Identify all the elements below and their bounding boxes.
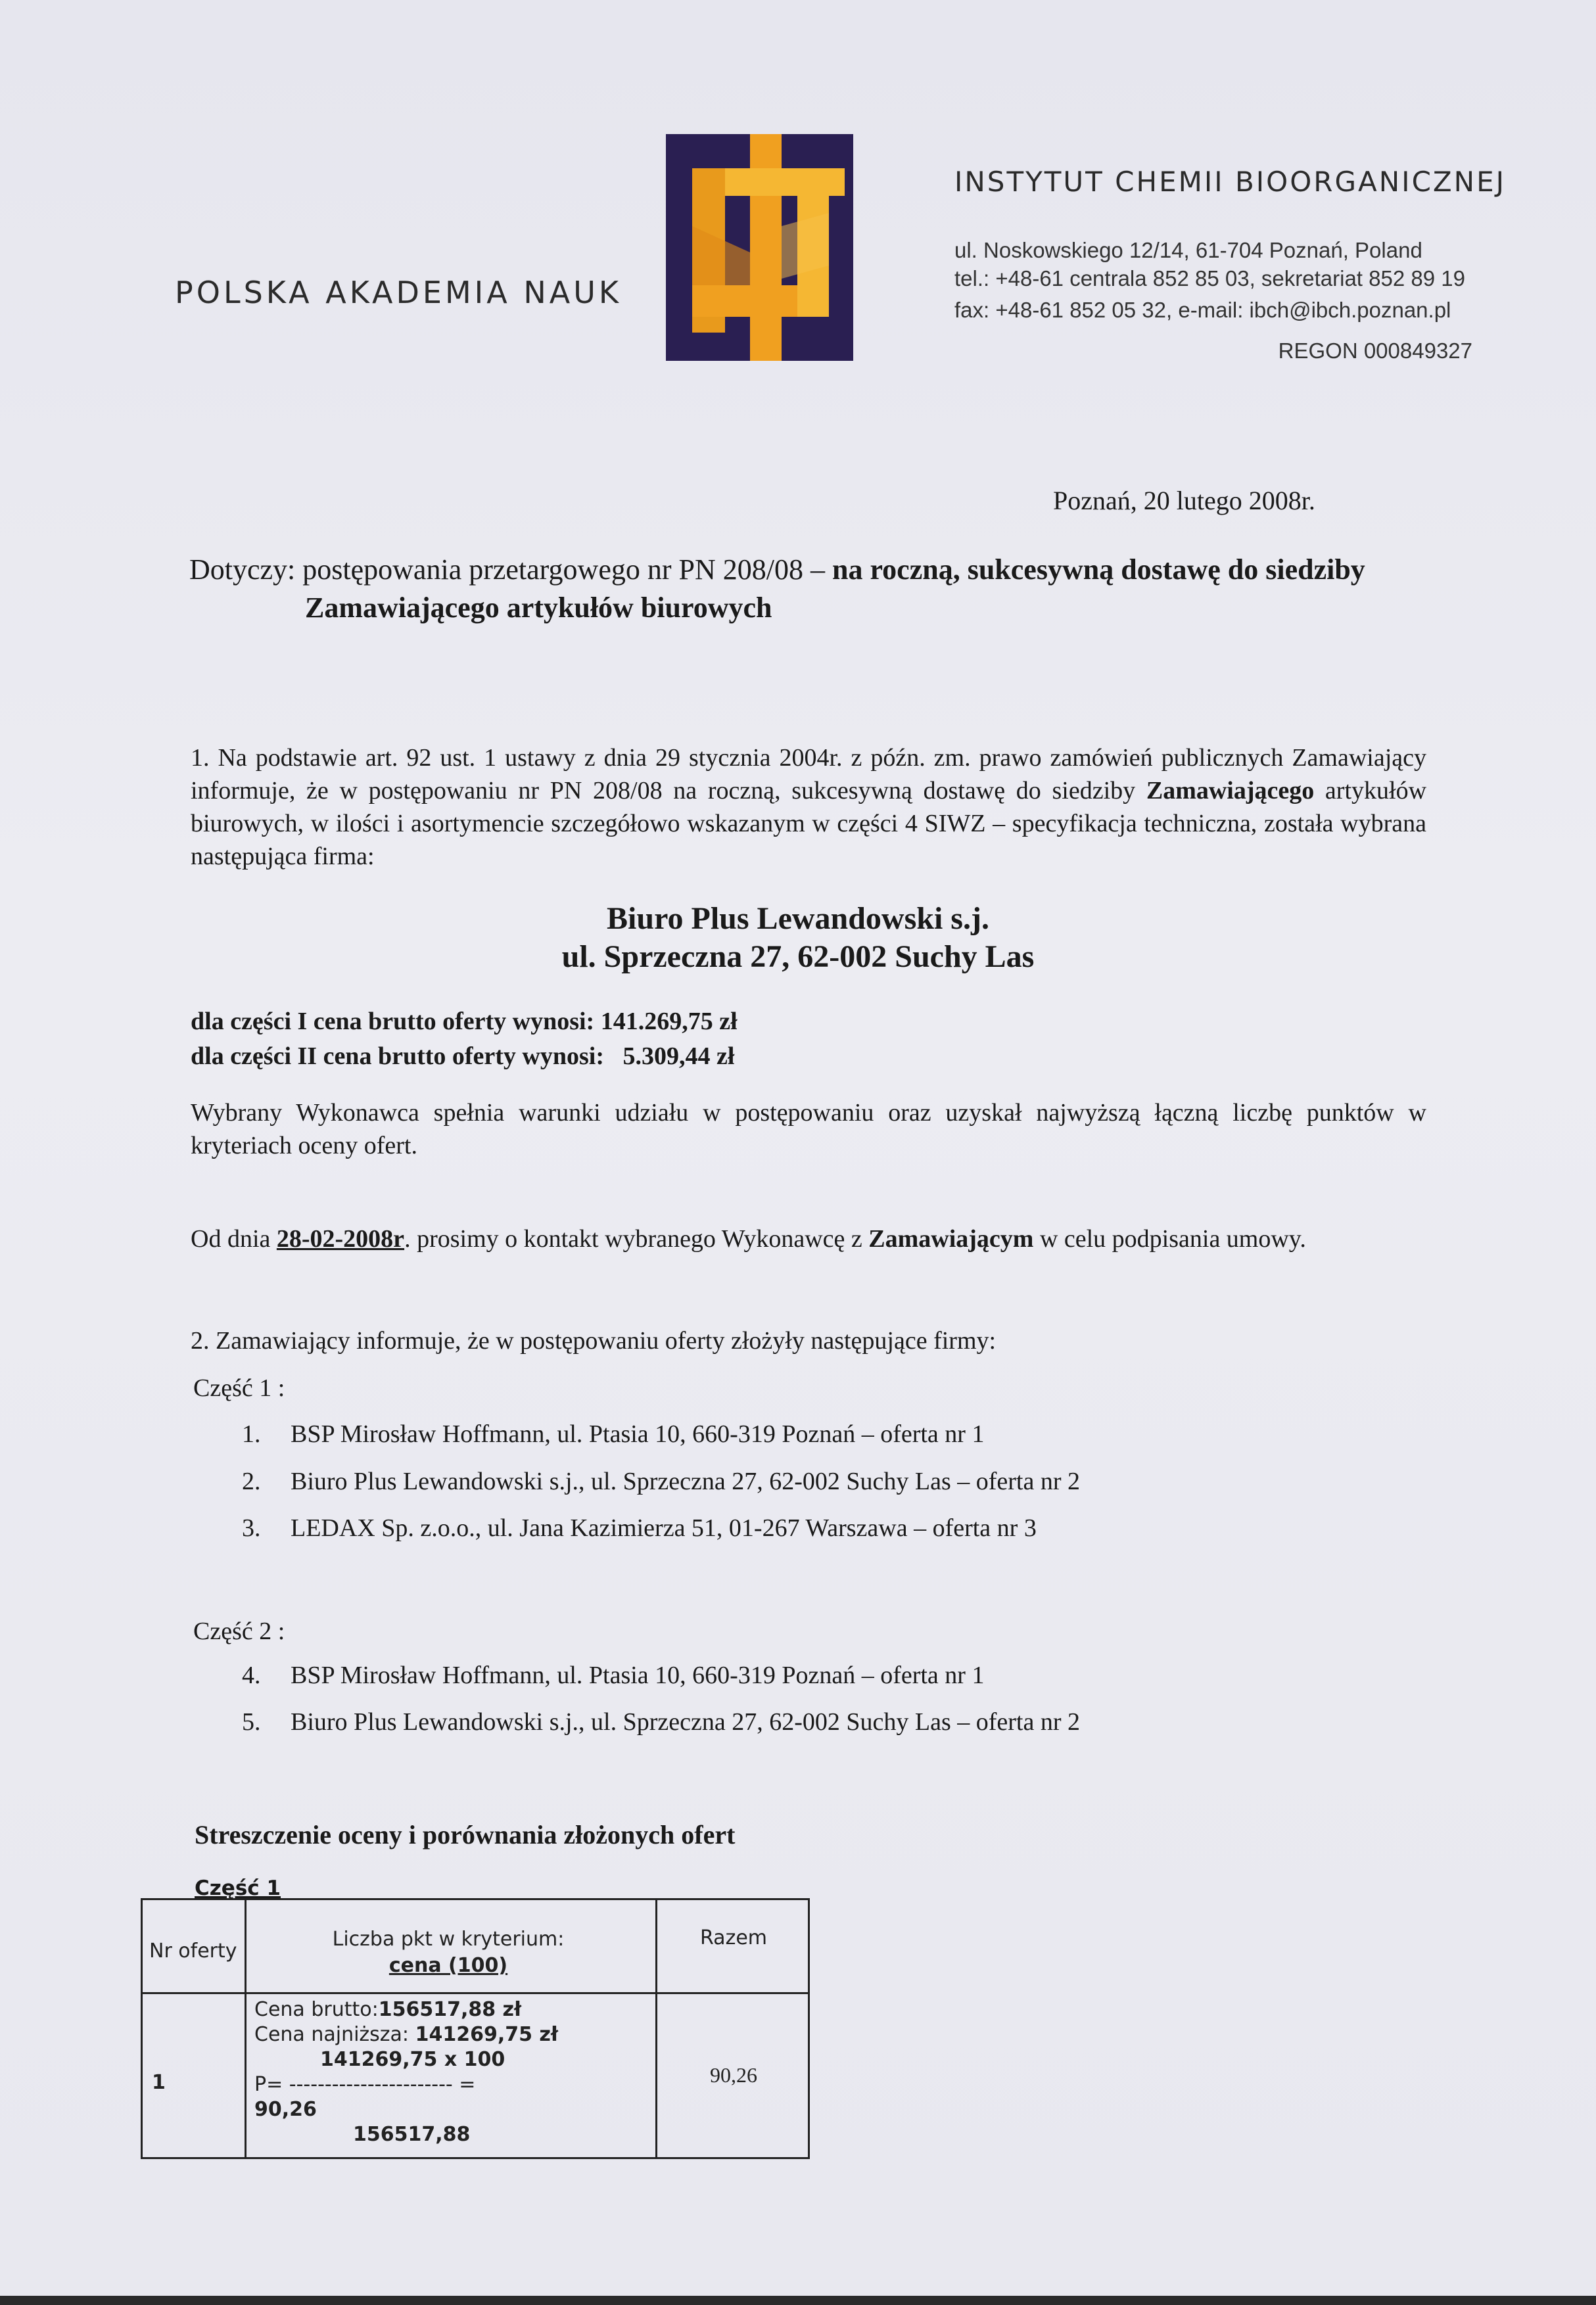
section-1-paragraph: [191, 741, 1426, 873]
subject-bold-2: Zamawiającego artykułów biurowych: [305, 592, 772, 624]
list-item-number: 2.: [242, 1468, 261, 1495]
list-item: [242, 1661, 984, 1690]
contact-text-b: . prosimy o kontakt wybranego Wykonawcę z: [404, 1225, 869, 1253]
contact-date: 28-02-2008r: [276, 1225, 405, 1253]
row-offer-number: 1: [152, 2071, 166, 2094]
section-2-intro: 2. Zamawiający informuje, że w postępowaniu oferty złożyły następujące firmy:: [191, 1327, 997, 1355]
formula-line: P= ----------------------- =: [254, 2073, 476, 2096]
contact-text-a: Od dnia: [191, 1225, 277, 1253]
list-item-number: 5.: [242, 1708, 261, 1736]
header-total: Razem: [700, 1926, 767, 1949]
institute-regon: REGON 000849327: [1278, 338, 1472, 363]
formula-denominator: 156517,88: [353, 2123, 471, 2146]
institute-name: INSTYTUT CHEMII BIOORGANICZNEJ: [954, 166, 1507, 198]
table-part-label: Część 1: [195, 1876, 281, 1900]
list-item: [242, 1467, 1080, 1496]
scan-edge: [0, 2296, 1596, 2305]
subject-prefix: Dotyczy: postępowania przetargowego nr PN 208/08 –: [189, 553, 832, 586]
list-item-text: BSP Mirosław Hoffmann, ul. Ptasia 10, 660-319 Poznań – oferta nr 1: [291, 1662, 985, 1689]
list-item-text: LEDAX Sp. z.o.o., ul. Jana Kazimierza 51, 01-267 Warszawa – oferta nr 3: [291, 1514, 1037, 1542]
contact-paragraph: [191, 1222, 1426, 1255]
list-item-text: Biuro Plus Lewandowski s.j., ul. Sprzeczna 27, 62-002 Suchy Las – oferta nr 2: [291, 1468, 1081, 1495]
header-criteria: [241, 1926, 655, 1979]
lowest-value: 141269,75 zł: [415, 2023, 559, 2046]
row-total: 90,26: [710, 2063, 757, 2087]
list-item: [242, 1514, 1037, 1543]
section-1-text-a: 1. Na podstawie art. 92 ust. 1 ustawy z dnia 29 stycznia 2004r. z późn. zm. prawo zamówień publicznych Zamawiający informuje, że w postępowaniu nr PN 208/08 na roczną, sukcesywną dostawę do siedziby: [191, 744, 1426, 804]
selected-company-address: ul. Sprzeczna 27, 62-002 Suchy Las: [561, 939, 1035, 974]
table-divider: [143, 1992, 808, 1994]
formula-result: 90,26: [254, 2098, 317, 2121]
list-item: [242, 1420, 984, 1449]
list-item-number: 1.: [242, 1420, 261, 1448]
winner-paragraph: Wybrany Wykonawca spełnia warunki udziału w postępowaniu oraz uzyskał najwyższą łączną liczbę punktów w kryteriach oceny ofert.: [191, 1099, 1426, 1159]
evaluation-table: [141, 1898, 810, 2159]
gross-label: Cena brutto:: [254, 1998, 379, 2021]
list-item: [242, 1708, 1080, 1736]
lowest-label: Cena najniższa:: [254, 2023, 415, 2046]
list-item-number: 4.: [242, 1662, 261, 1689]
formula-numerator: 141269,75 x 100: [320, 2048, 505, 2071]
contact-text-c: w celu podpisania umowy.: [1033, 1225, 1306, 1253]
list-item-text: BSP Mirosław Hoffmann, ul. Ptasia 10, 660-319 Poznań – oferta nr 1: [291, 1420, 985, 1448]
price-part-1: dla części I cena brutto oferty wynosi: 141.269,75 zł: [191, 1008, 738, 1035]
section-1-text-b: artykułów biurowych, w ilości i asortymencie szczegółowo wskazanym w części 4 SIWZ – specyfikacja techniczna, została wybrana następująca firma:: [191, 777, 1427, 870]
institute-logo: [666, 134, 853, 361]
price-part-2: dla części II cena brutto oferty wynosi: 5.309,44 zł: [191, 1042, 735, 1070]
gross-value: 156517,88 zł: [378, 1998, 522, 2021]
row-calculation: [254, 1997, 649, 2147]
header-criteria-line1: Liczba pkt w kryterium:: [332, 1928, 565, 1951]
header-criteria-line2: cena (100): [388, 1954, 508, 1977]
academy-name: POLSKA AKADEMIA NAUK: [175, 275, 622, 310]
part-1-label: Część 1 :: [193, 1374, 285, 1402]
header-nr-oferty: Nr oferty: [149, 1940, 237, 1963]
letter-date: Poznań, 20 lutego 2008r.: [1053, 486, 1315, 515]
list-item-number: 3.: [242, 1514, 261, 1542]
institute-phone: tel.: +48-61 centrala 852 85 03, sekretariat 852 89 19: [954, 266, 1465, 291]
institute-fax: fax: +48-61 852 05 32, e-mail: ibch@ibch.poznan.pl: [954, 298, 1451, 322]
part-2-label: Część 2 :: [193, 1618, 285, 1645]
summary-title: Streszczenie oceny i porównania złożonych ofert: [195, 1820, 736, 1850]
institute-address: ul. Noskowskiego 12/14, 61-704 Poznań, Poland: [954, 238, 1422, 262]
list-item-text: Biuro Plus Lewandowski s.j., ul. Sprzeczna 27, 62-002 Suchy Las – oferta nr 2: [291, 1708, 1081, 1736]
subject: [189, 551, 1438, 627]
subject-bold-1: na roczną, sukcesywną dostawę do siedziby: [832, 553, 1365, 586]
selected-company-name: Biuro Plus Lewandowski s.j.: [607, 901, 989, 936]
contact-bold: Zamawiającym: [868, 1225, 1034, 1253]
section-1-text-bold: Zamawiającego: [1146, 777, 1315, 804]
